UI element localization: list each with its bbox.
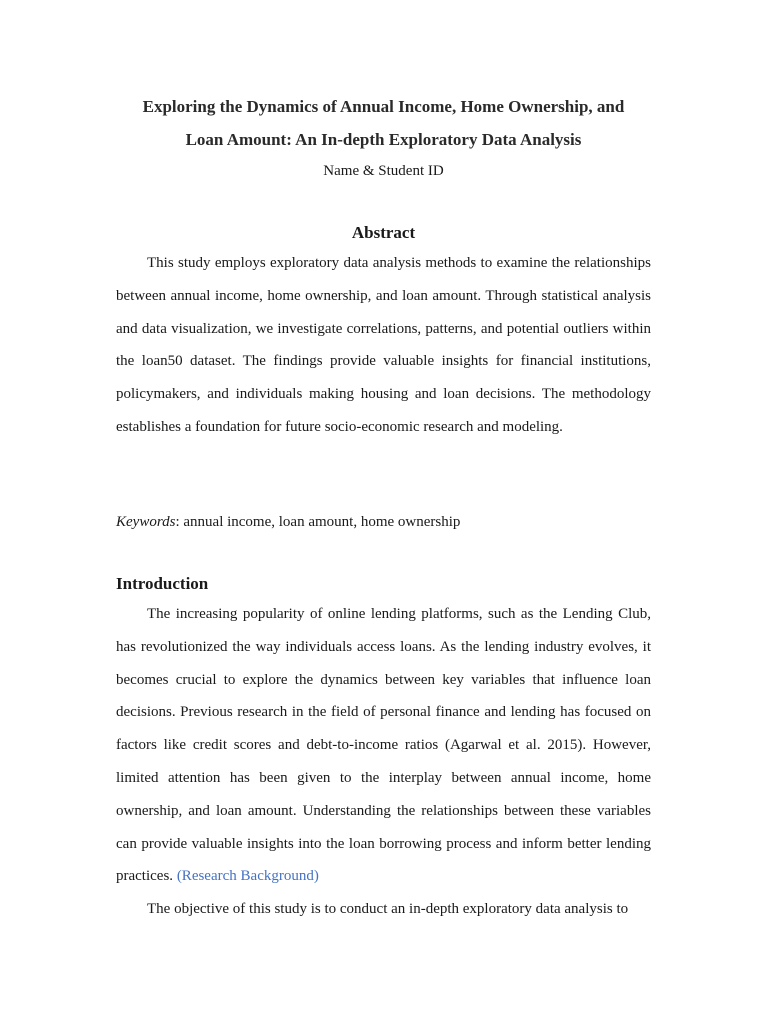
keywords-line bbox=[116, 512, 651, 532]
keywords-separator: : bbox=[175, 514, 184, 530]
introduction-paragraph-1-text: The increasing popularity of online lending platforms, such as the Lending Club, has revolutionized the way individuals access loans. As the lending industry evolves, it becomes crucial to explore the dynamics between key variables that influence loan decisions. Previous research in the field of personal finance and lending has focused on factors like credit scores and debt-to-income ratios (Agarwal et al. 2015). However, limited attention has been given to the interplay between annual income, home ownership, and loan amount. Understanding the relationships between these variables can provide valuable insights into the loan borrowing process and inform better lending practices. bbox=[116, 606, 651, 885]
abstract-heading: Abstract bbox=[351, 223, 416, 242]
abstract-body: This study employs exploratory data analysis methods to examine the relationships between annual income, home ownership, and loan amount. Through statistical analysis and data visualization, we investigate correlations, patterns, and potential outliers within the loan50 dataset. The findings provide valuable insights for financial institutions, policymakers, and individuals making housing and loan decisions. The methodology establishes a foundation for future socio-economic research and modeling. bbox=[116, 255, 651, 435]
title-line-1: Exploring the Dynamics of Annual Income, Home Ownership, and bbox=[142, 97, 625, 116]
title-line-2: Loan Amount: An In-depth Exploratory Data Analysis bbox=[185, 130, 582, 149]
keywords-label: Keywords bbox=[116, 514, 176, 530]
introduction-heading: Introduction bbox=[116, 574, 209, 593]
paper-title bbox=[116, 90, 651, 156]
author-line: Name & Student ID bbox=[323, 163, 444, 179]
introduction-paragraph-2: The objective of this study is to conduct an in-depth exploratory data analysis to bbox=[147, 901, 629, 917]
keywords-text: annual income, loan amount, home ownership bbox=[183, 514, 461, 530]
introduction-paragraph-1 bbox=[116, 598, 651, 893]
research-background-annotation: (Research Background) bbox=[176, 868, 319, 885]
